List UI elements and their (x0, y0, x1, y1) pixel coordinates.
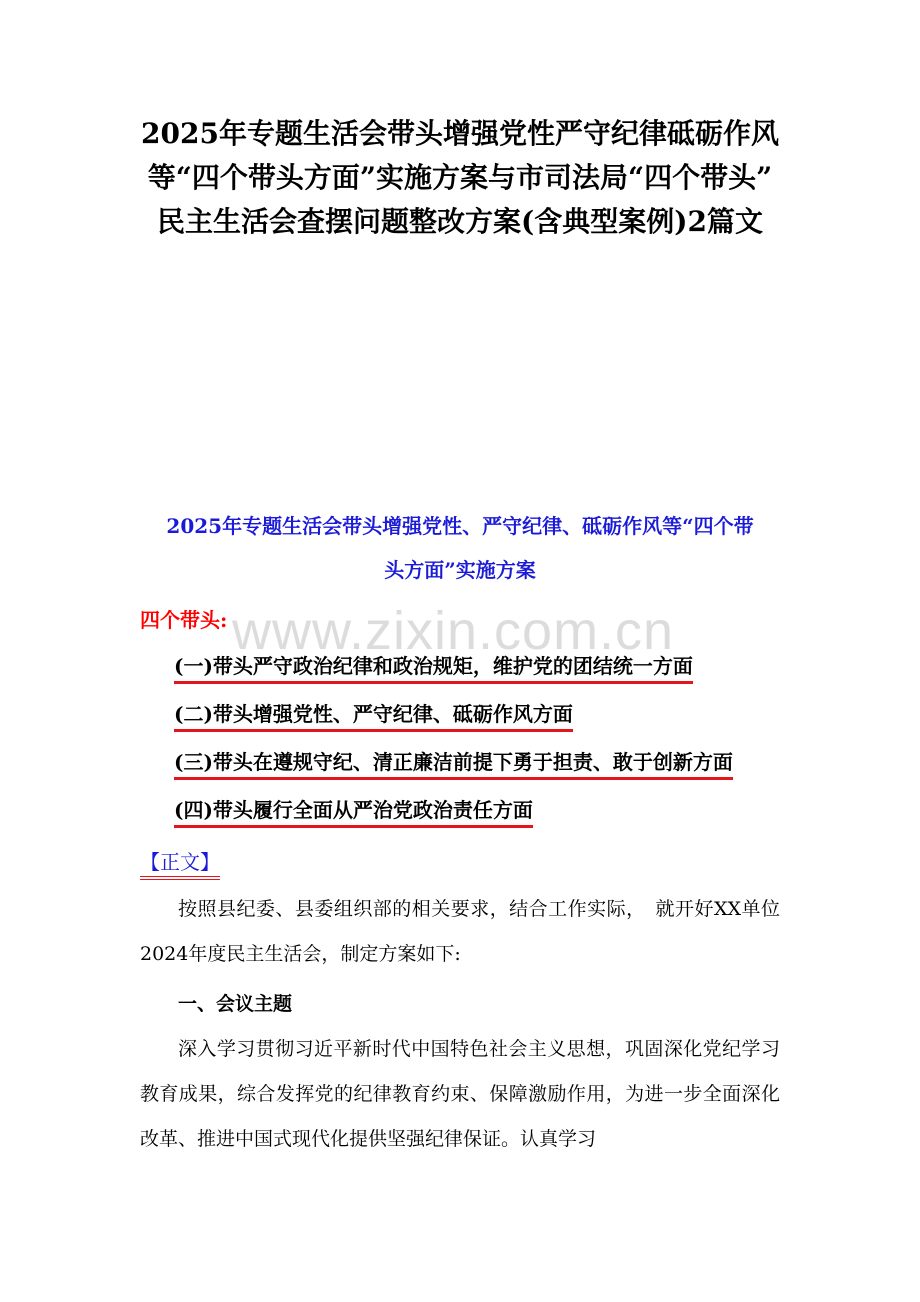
section-title (120, 504, 800, 592)
four-points-list (174, 650, 733, 842)
document-title (110, 112, 810, 244)
document-title-line: 2025年专题生活会带头增强党性严守纪律砥砺作风 (141, 117, 779, 150)
heading-meeting-theme: 一、会议主题 (178, 993, 293, 1015)
list-item (174, 794, 733, 842)
watermark: www.zixin.com.cn (232, 601, 675, 661)
point-text: (一)带头严守政治纪律和政治规矩，维护党的团结统一方面 (174, 650, 693, 684)
main-text-tag: 【正文】 (140, 846, 220, 880)
list-item (174, 746, 733, 794)
point-text: (三)带头在遵规守纪、清正廉洁前提下勇于担责、敢于创新方面 (174, 746, 733, 780)
point-text: (四)带头履行全面从严治党政治责任方面 (174, 794, 533, 828)
four-points-label: 四个带头: (140, 608, 228, 632)
section-title-line: 2025年专题生活会带头增强党性、严守纪律、砥砺作风等“四个带 (166, 514, 754, 538)
list-item (174, 650, 733, 698)
intro-paragraph: 按照县纪委、县委组织部的相关要求，结合工作实际， 就开好XX单位2024年度民主生活会，制定方案如下: (140, 898, 780, 965)
section-title-line: 头方面”实施方案 (384, 558, 536, 582)
list-item (174, 698, 733, 746)
document-title-line: 民主生活会查摆问题整改方案(含典型案例)2篇文 (157, 205, 763, 238)
theme-paragraph: 深入学习贯彻习近平新时代中国特色社会主义思想，巩固深化党纪学习教育成果，综合发挥党的纪律教育约束、保障激励作用，为进一步全面深化改革、推进中国式现代化提供坚强纪律保证。认真学习 (140, 1038, 780, 1150)
document-title-line: 等“四个带头方面”实施方案与市司法局“四个带头” (147, 161, 773, 194)
point-text: (二)带头增强党性、严守纪律、砥砺作风方面 (174, 698, 573, 732)
